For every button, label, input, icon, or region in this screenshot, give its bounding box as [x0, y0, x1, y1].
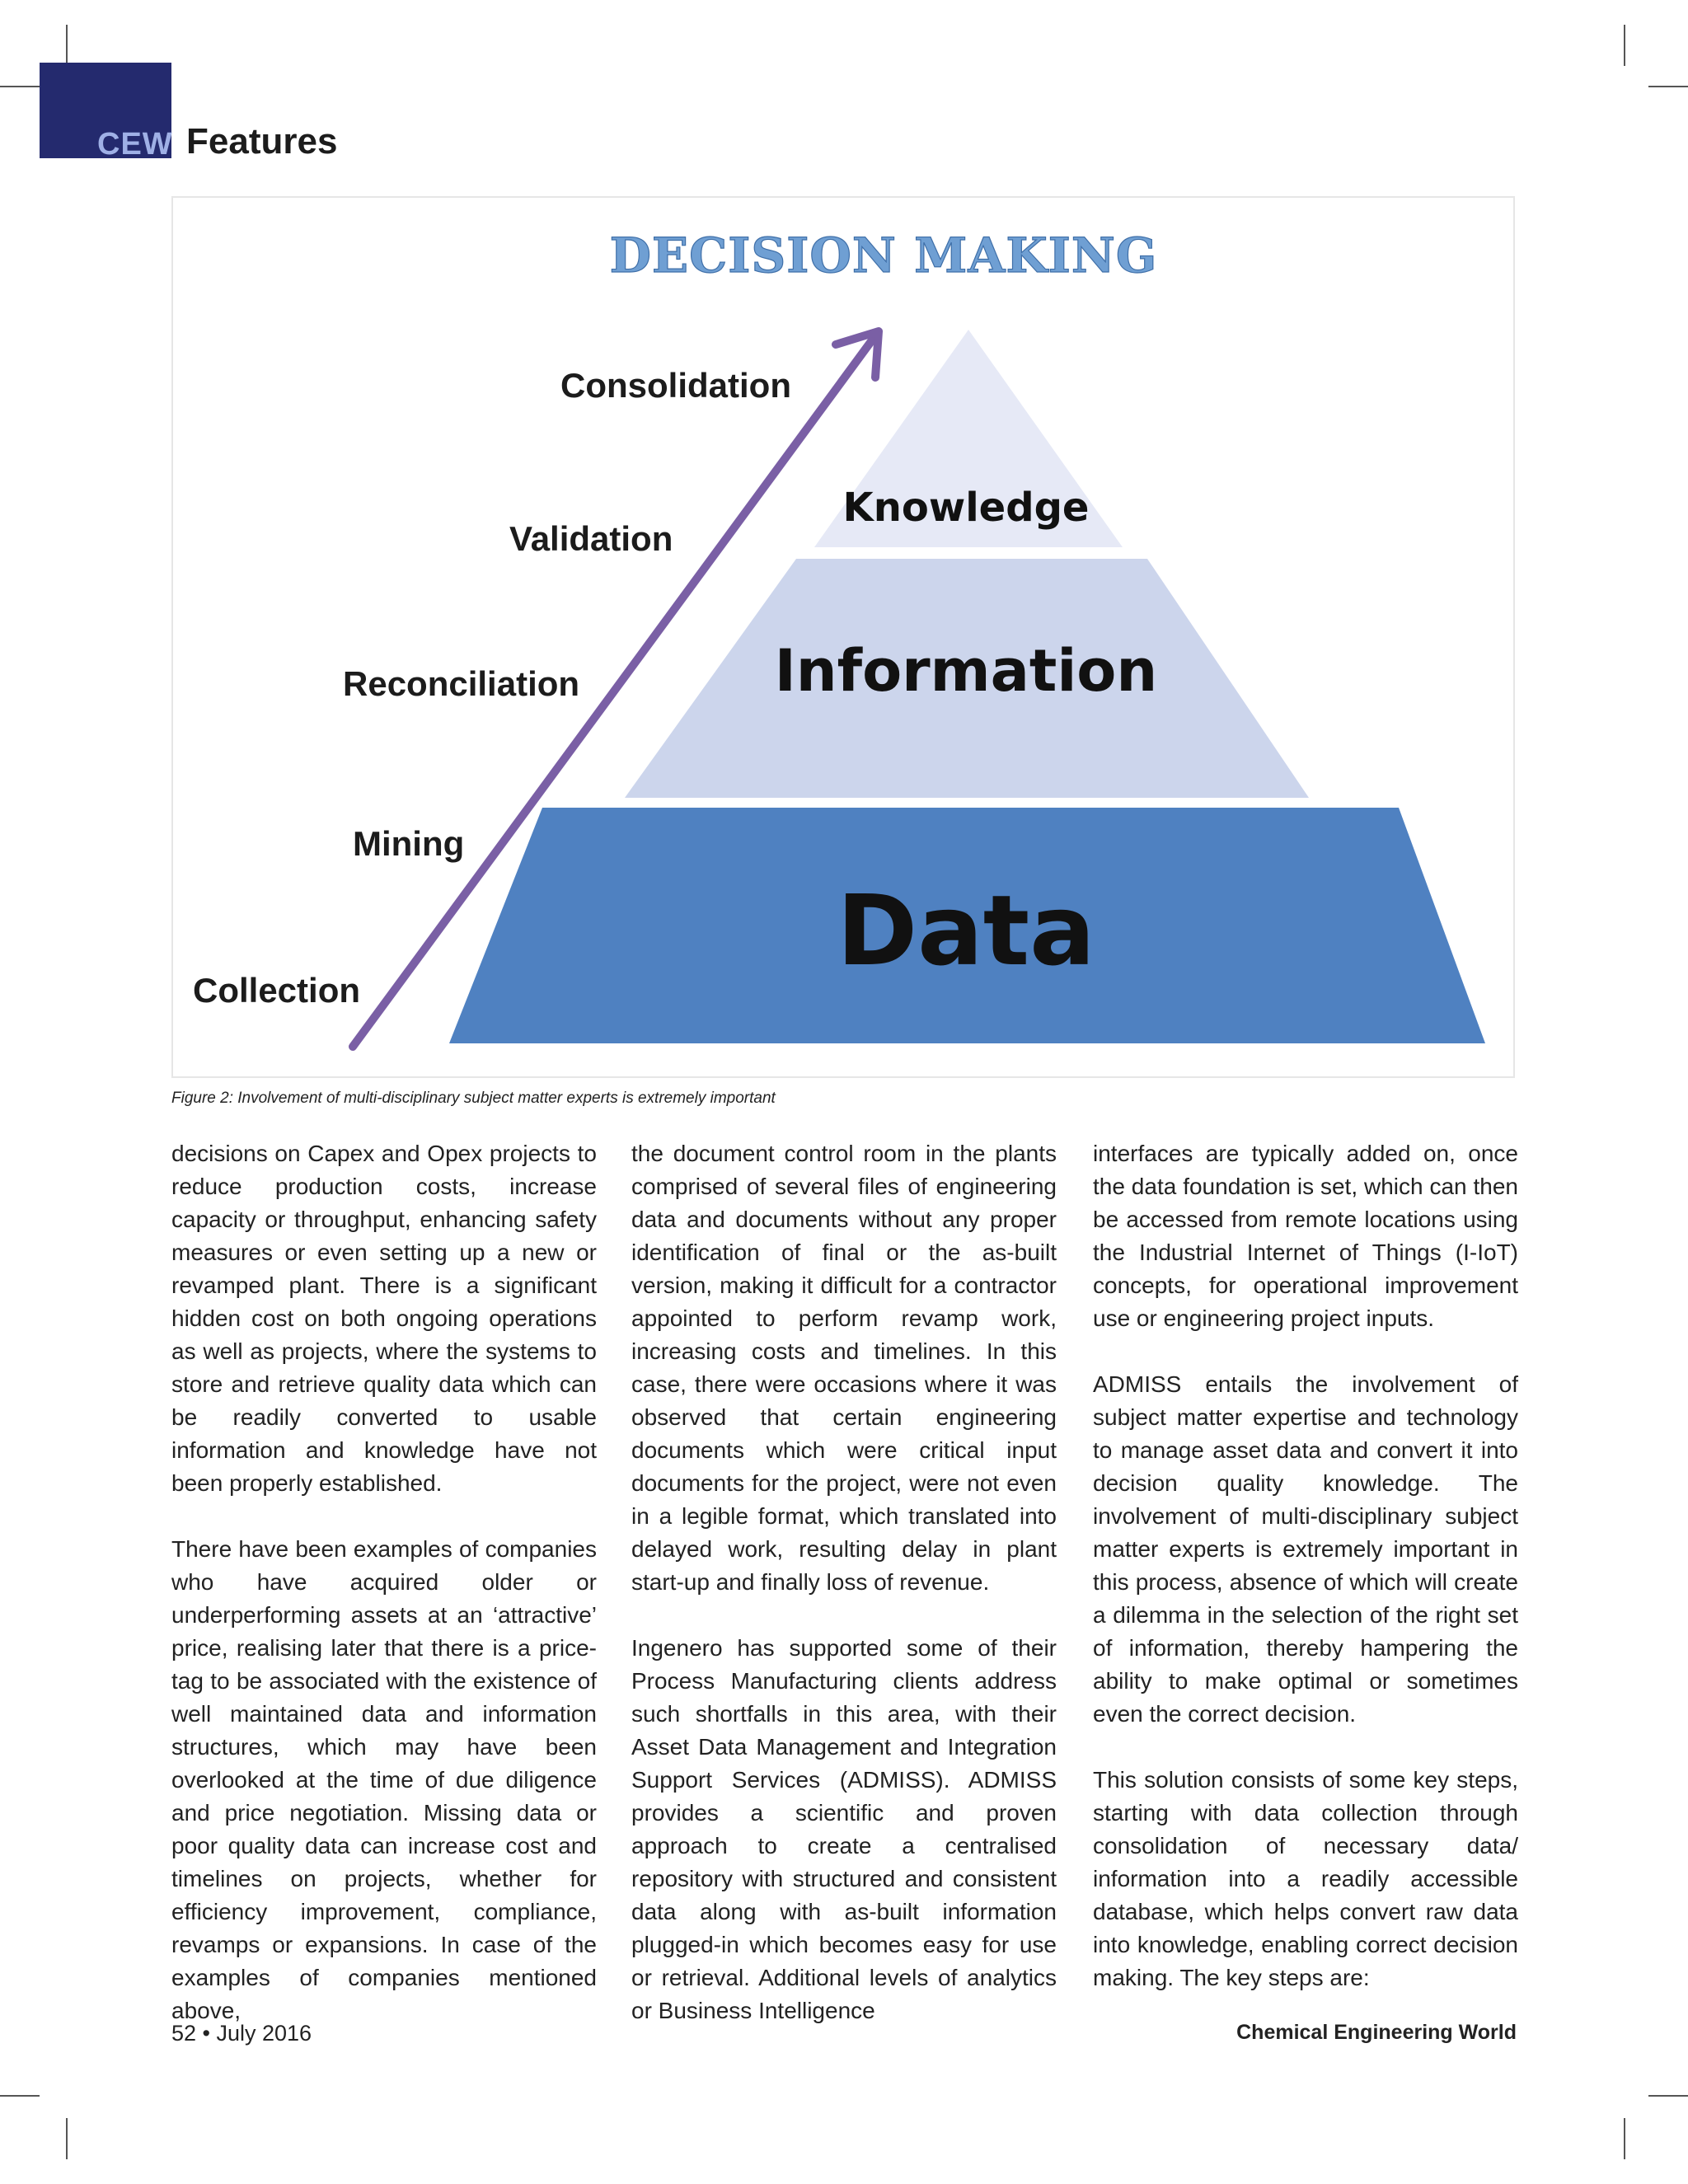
crop-mark: [66, 25, 68, 66]
tier-label-data: Data: [837, 874, 1095, 987]
tier-label-knowledge: Knowledge: [842, 485, 1090, 531]
paragraph: Ingenero has supported some of their Process Manufacturing clients address such shortfalls in this area, with their Asset Data Management and Integration Support Services (ADMISS). ADMISS provides a scientific and proven approach to create a centralised repository with structured and consistent data along with as-built information plugged-in which becomes easy for use or retrieval. Additional levels of analytics or Business Intelligence: [631, 1635, 1057, 2023]
crop-mark: [1624, 25, 1625, 66]
page-number-date: 52 • July 2016: [171, 2021, 312, 2046]
crop-mark: [1648, 2095, 1688, 2097]
tier-label-information: Information: [774, 637, 1158, 705]
decision-pyramid-diagram: [173, 198, 1517, 1080]
crop-mark: [0, 2095, 40, 2097]
body-column-1: [171, 1137, 597, 2027]
paragraph: This solution consists of some key steps, starting with data collection through consolidation of necessary data/ information into a readily accessible database, which helps convert raw data into knowledge, enabling correct decision making. The key steps are:: [1093, 1767, 1518, 1990]
section-title: Features: [186, 121, 338, 162]
step-label-reconciliation: Reconciliation: [343, 664, 580, 703]
step-label-validation: Validation: [509, 519, 673, 558]
paragraph: interfaces are typically added on, once the data foundation is set, which can then be accessed from remote locations using the Industrial Internet of Things (I-IoT) concepts, for operational improvement use or engineering project inputs.: [1093, 1141, 1518, 1331]
figure-caption: Figure 2: Involvement of multi-disciplinary subject matter experts is extremely important: [171, 1090, 776, 1107]
paragraph: decisions on Capex and Opex projects to reduce production costs, increase capacity or throughput, enhancing safety measures or even setting up a new or revamped plant. There is a significant hidden cost on both ongoing operations as well as projects, where the systems to store and retrieve quality data which can be readily converted to usable information and knowledge have not been properly established.: [171, 1141, 597, 1496]
step-label-collection: Collection: [193, 971, 361, 1010]
paragraph: ADMISS entails the involvement of subject matter expertise and technology to manage asset data and convert it into decision quality knowledge. The involvement of multi-disciplinary subject matter experts is extremely important in this process, absence of which will create a dilemma in the selection of the right set of information, thereby hampering the ability to make optimal or sometimes even the correct decision.: [1093, 1371, 1518, 1727]
step-label-consolidation: Consolidation: [560, 366, 791, 405]
magazine-brand: CEW: [97, 127, 173, 162]
paragraph: the document control room in the plants comprised of several files of engineering data and documents without any proper identification of final or the as-built version, making it difficult for a contractor appointed to perform revamp work, increasing costs and timelines. In this case, there were occasions where it was observed that certain engineering documents which were critical input documents for the project, were not even in a legible format, which translated into delayed work, resulting delay in plant start-up and finally loss of revenue.: [631, 1141, 1057, 1595]
step-label-mining: Mining: [353, 824, 465, 863]
crop-mark: [1648, 86, 1688, 87]
body-column-2: [631, 1137, 1057, 2027]
crop-mark: [0, 86, 40, 87]
paragraph: There have been examples of companies who have acquired older or underperforming assets at an ‘attractive’ price, realising later that there is a price-tag to be associated with the existence of well maintained data and information structures, which may have been overlooked at the time of due diligence and price negotiation. Missing data or poor quality data can increase cost and timelines on projects, whether for efficiency improvement, compliance, revamps or expansions. In case of the examples of companies mentioned above,: [171, 1536, 597, 2023]
diagram-title: DECISION MAKING: [609, 227, 1158, 284]
publication-name: Chemical Engineering World: [1236, 2021, 1517, 2044]
crop-mark: [66, 2118, 68, 2159]
crop-mark: [1624, 2118, 1625, 2159]
body-column-3: [1093, 1137, 1518, 1994]
figure-frame: [171, 196, 1515, 1078]
